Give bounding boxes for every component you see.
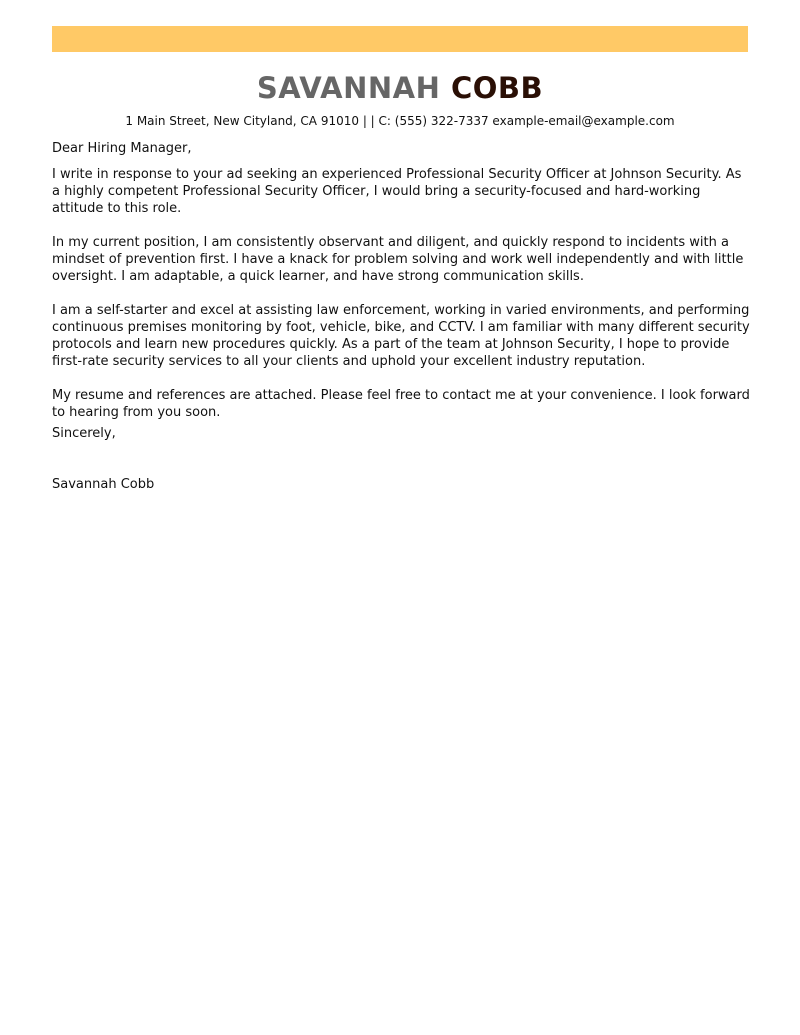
header-accent-bar	[52, 26, 748, 52]
paragraph-intro: I write in response to your ad seeking an experienced Professional Security Officer at Johnson Security. As a highly competent Professional Security Officer, I would bring a security-focused and hard-working attitude to this role.	[52, 167, 742, 216]
paragraph-skills: I am a self-starter and excel at assisting law enforcement, working in varied environments, and performing continuous premises monitoring by foot, vehicle, bike, and CCTV. I am familiar with many different security protocols and learn new procedures quickly. As a part of the team at Johnson Security, I hope to provide first-rate security services to all your clients and uphold your excellent industry reputation.	[52, 303, 750, 369]
last-name: COBB	[451, 71, 544, 105]
salutation: Dear Hiring Manager,	[52, 141, 192, 156]
applicant-name	[0, 68, 800, 108]
paragraph-current-position: In my current position, I am consistently observant and diligent, and quickly respond to incidents with a mindset of prevention first. I have a knack for problem solving and work well independently and with little oversight. I am adaptable, a quick learner, and have strong communication skills.	[52, 235, 744, 284]
letter-body	[52, 140, 752, 493]
contact-info: 1 Main Street, New Cityland, CA 91010 | | C: (555) 322-7337 example-email@example.com	[125, 114, 675, 128]
first-name: SAVANNAH	[256, 71, 441, 105]
closing-line: Sincerely,	[52, 426, 116, 441]
signature-name: Savannah Cobb	[52, 477, 155, 492]
paragraph-closing: My resume and references are attached. Please feel free to contact me at your convenience. I look forward to hearing from you soon.	[52, 388, 750, 420]
